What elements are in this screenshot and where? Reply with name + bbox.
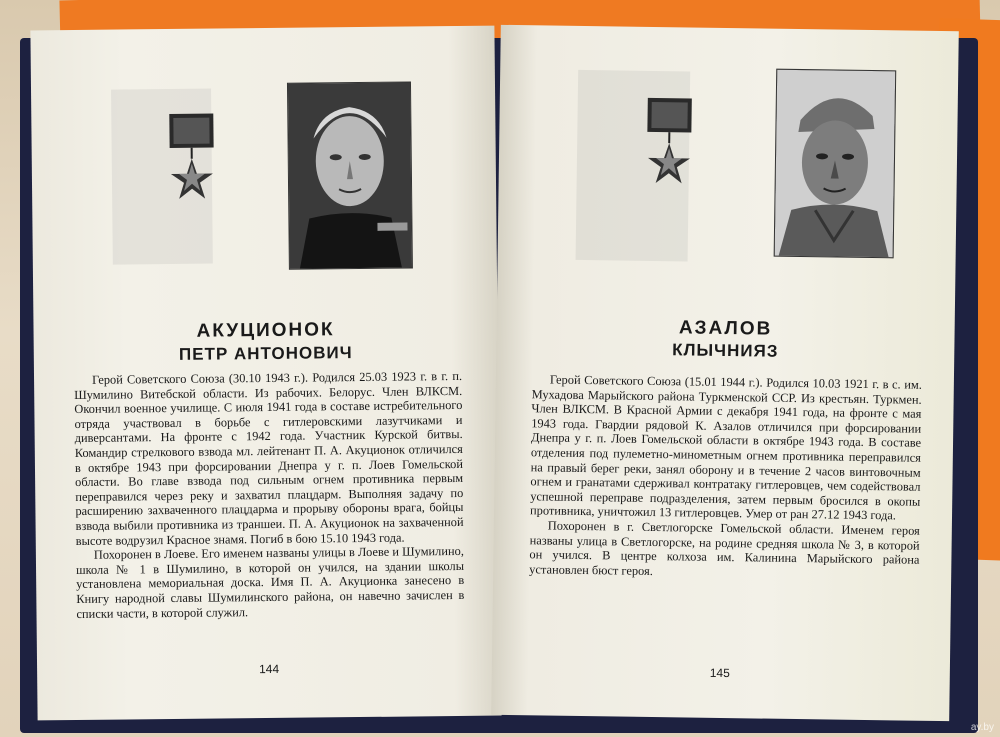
hero-given-name-left: ПЕТР АНТОНОВИЧ <box>178 343 353 364</box>
biography-paragraph: Герой Советского Союза (15.01 1944 г.). Родился 10.03 1921 г. в с. им. Мухадова Марыйского района Туркменской ССР. Из крестьян. Туркмен. Член ВЛКСМ. В Красной Армии с декабря 1941 года, на фронте с мая 1943 года. Гвардии рядовой К. Азалов отличился при форсировании Днепра у г. п. Лоев Гомельской области в октябре 1943 года. В составе отделения под пулеметно-минометным огнем противника переправился на правый берег реки, занял оборону и в течение 2 часов винтовочным огнем и гранатами сдерживал контратаку гитлеровцев, чем содействовал успешной переправе подразделения, затем первым бросился в окопы противника, уничтожил 13 гитлеровцев. Умер от ран 27.12 1943 года. <box>529 372 922 523</box>
hero-surname-right: АЗАЛОВ <box>678 317 773 340</box>
portrait-photo-akutsionok <box>287 81 413 269</box>
biography-right <box>529 372 922 582</box>
page-number-left: 144 <box>259 661 280 677</box>
left-page <box>30 26 501 721</box>
watermark: ay.by <box>970 722 994 733</box>
biography-paragraph: Похоронен в г. Светлогорске Гомельской области. Именем героя названы улица в Светлогорске, на родине средняя школа № 3, в которой он учился. В центре колхоза им. Калинина Марыйского района установлен бюст героя. <box>529 518 920 578</box>
hero-star-medal-icon <box>643 95 694 196</box>
page-number-right: 145 <box>709 665 730 681</box>
hero-surname-left: АКУЦИОНОК <box>196 319 335 342</box>
hero-given-name-right: КЛЫЧНИЯЗ <box>672 340 779 361</box>
right-page <box>491 25 959 721</box>
biography-left <box>74 369 465 621</box>
biography-paragraph: Похоронен в Лоеве. Его именем названы улицы в Лоеве и Шумилино, школа № 1 в Шумилино, в которой он учился, на здании школы установлена мемориальная доска. Имя П. А. Акуционка занесено в Книгу народной славы Шумилинского района, он навечно зачислен в списки части, в которой служил. <box>75 544 465 621</box>
portrait-photo-azalov <box>774 69 897 259</box>
hero-star-medal-icon <box>166 111 217 212</box>
biography-paragraph: Герой Советского Союза (30.10 1943 г.). Родился 25.03 1923 г. в г. п. Шумилино Витебской области. Из рабочих. Белорус. Член ВЛКСМ. Окончил военное училище. С июля 1941 года в составе истребительного отряда участвовал в борьбе с гитлеровскими лазутчиками и диверсантами. На фронте с 1942 года. Участник Курской битвы. Командир стрелкового взвода мл. лейтенант П. А. Акуционок отличился в октябре 1943 при форсировании Днепра у г. п. Лоев Гомельской области. Во главе взвода под сильным огнем противника первым переправился через реку и захватил плацдарм. Выполняя задачу по расширению захваченного плацдарма и прорыву обороны врага, бойцы взвода выбили противника из траншеи. П. А. Акуционок на захваченной высоте водрузил Красное знамя. Погиб в бою 15.10 1943 года. <box>74 368 464 548</box>
